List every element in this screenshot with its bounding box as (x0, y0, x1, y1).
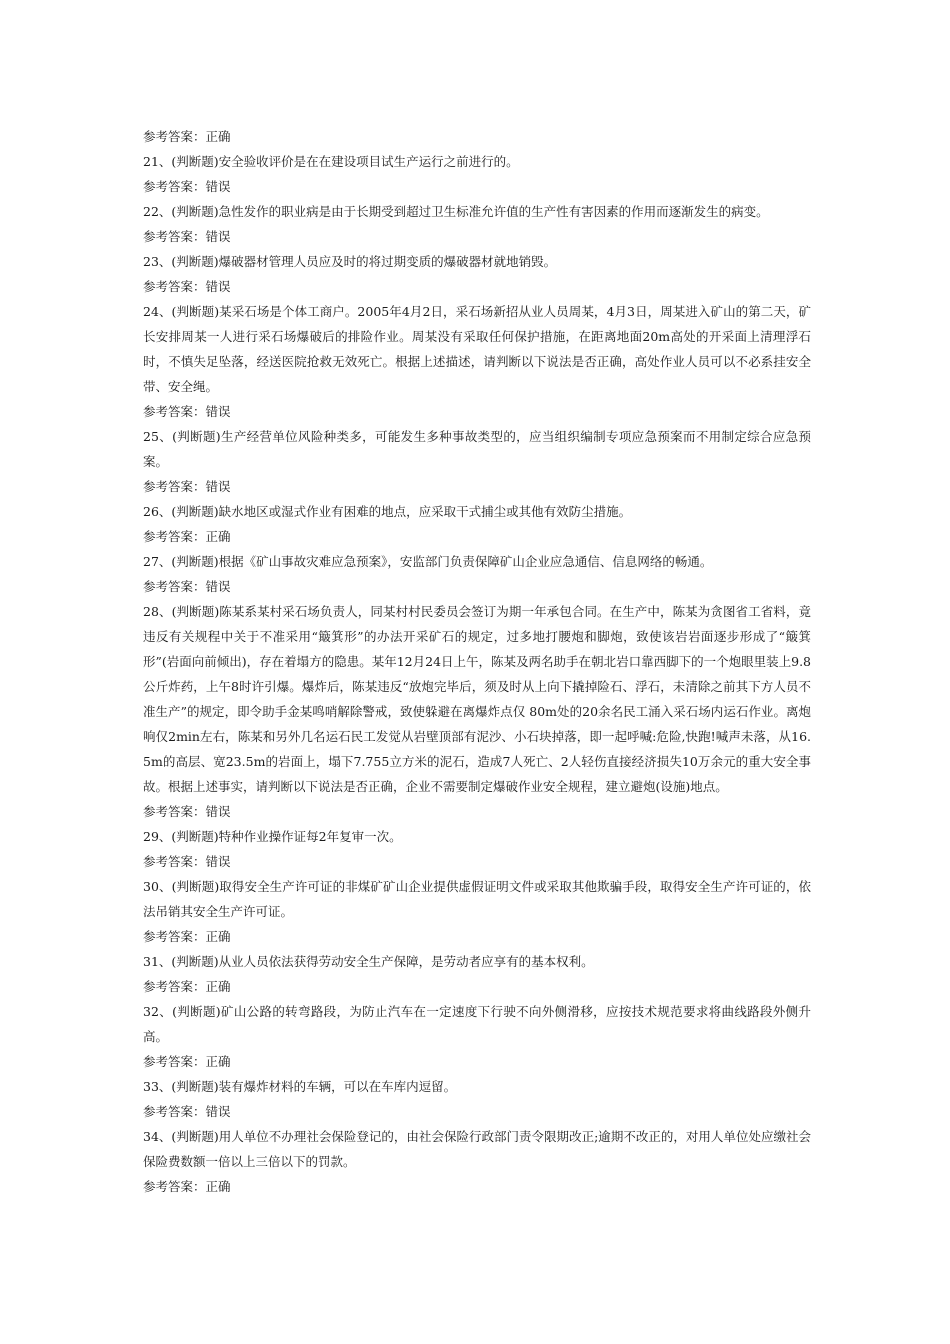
answer-label: 参考答案： (143, 854, 206, 869)
question-text: 21、(判断题)安全验收评价是在在建设项目试生产运行之前进行的。 (143, 154, 519, 169)
answer-label: 参考答案： (143, 979, 206, 994)
answer-value: 错误 (205, 279, 231, 294)
answer-value: 正确 (205, 1054, 231, 1069)
question-text: 34、(判断题)用人单位不办理社会保险登记的，由社会保险行政部门责令限期改正;逾期不改正的，对用人单位处应缴社会保险费数额一倍以上三倍以下的罚款。 (143, 1129, 811, 1169)
answer-label: 参考答案： (143, 279, 206, 294)
answer-value: 错误 (205, 1104, 231, 1119)
answer-line (143, 849, 811, 874)
answer-line (143, 924, 811, 949)
answer-value: 错误 (205, 179, 231, 194)
answer-label: 参考答案： (143, 479, 206, 494)
question-text: 26、(判断题)缺水地区或湿式作业有困难的地点，应采取干式捕尘或其他有效防尘措施。 (143, 504, 632, 519)
question-text: 27、(判断题)根据《矿山事故灾难应急预案》，安监部门负责保障矿山企业应急通信、信息网络的畅通。 (143, 554, 713, 569)
question-text: 28、(判断题)陈某系某村采石场负责人，同某村村民委员会签订为期一年承包合同。在生产中，陈某为贪图省工省料，竟违反有关规程中关于不准采用“簸箕形”的办法开采矿石的规定，过多地打腰炮和脚炮，致使该岩岩面逐步形成了“簸箕形”(岩面向前倾出)，存在着塌方的隐患。某年12月24日上午，陈某及两名助手在朝北岩口靠西脚下的一个炮眼里装上9.8公斤炸药，上午8时许引爆。爆炸后，陈某违反“放炮完毕后，须及时从上向下撬掉险石、浮石，未清除之前其下方人员不准生产”的规定，即令助手金某鸣哨解除警戒，致使躲避在离爆炸点仅 80m处的20余名民工涌入采石场内运石作业。离炮响仅2min左右，陈某和另外几名运石民工发觉从岩壁顶部有泥沙、小石块掉落，即一起呼喊:危险,快跑!喊声未落，从16.5m的高层、宽23.5m的岩面上，塌下7.755立方米的泥石，造成7人死亡、2人轻伤直接经济损失10万余元的重大安全事故。根据上述事实，请判断以下说法是否正确，企业不需要制定爆破作业安全规程，建立避炮(设施)地点。 (143, 604, 811, 794)
question-text: 24、(判断题)某采石场是个体工商户。2005年4月2日，采石场新招从业人员周某，4月3日，周某进入矿山的第二天，矿长安排周某一人进行采石场爆破后的排险作业。周某没有采取任何保护措施，在距离地面20m高处的开采面上清理浮石时，不慎失足坠落，经送医院抢救无效死亡。根据上述描述，请判断以下说法是否正确，高处作业人员可以不必系挂安全带、安全绳。 (143, 304, 811, 394)
answer-value: 正确 (205, 529, 231, 544)
answer-line (143, 474, 811, 499)
question-text: 33、(判断题)装有爆炸材料的车辆，可以在车库内逗留。 (143, 1079, 457, 1094)
answer-line (143, 974, 811, 999)
answer-line (143, 1049, 811, 1074)
question-text: 23、(判断题)爆破器材管理人员应及时的将过期变质的爆破器材就地销毁。 (143, 254, 557, 269)
question-text: 31、(判断题)从业人员依法获得劳动安全生产保障，是劳动者应享有的基本权利。 (143, 954, 594, 969)
answer-value: 正确 (205, 979, 231, 994)
answer-value: 错误 (205, 479, 231, 494)
question-text: 30、(判断题)取得安全生产许可证的非煤矿矿山企业提供虚假证明文件或采取其他欺骗手段，取得安全生产许可证的，依法吊销其安全生产许可证。 (143, 879, 811, 919)
answer-line (143, 1099, 811, 1124)
question-text: 29、(判断题)特种作业操作证每2年复审一次。 (143, 829, 402, 844)
answer-line (143, 524, 811, 549)
answer-line (143, 799, 811, 824)
answer-value: 错误 (205, 804, 231, 819)
answer-line (143, 174, 811, 199)
question-text: 32、(判断题)矿山公路的转弯路段，为防止汽车在一定速度下行驶不向外侧滑移，应按技术规范要求将曲线路段外侧升高。 (143, 1004, 811, 1044)
question-text: 22、(判断题)急性发作的职业病是由于长期受到超过卫生标准允许值的生产性有害因素的作用而逐渐发生的病变。 (143, 204, 769, 219)
answer-label: 参考答案： (143, 1179, 206, 1194)
answer-label: 参考答案： (143, 579, 206, 594)
answer-label: 参考答案： (143, 229, 206, 244)
answer-label: 参考答案： (143, 179, 206, 194)
answer-line (143, 274, 811, 299)
answer-value: 错误 (205, 229, 231, 244)
answer-line (143, 574, 811, 599)
answer-label: 参考答案： (143, 1104, 206, 1119)
answer-value: 错误 (205, 404, 231, 419)
document-body (143, 124, 811, 1199)
answer-label: 参考答案： (143, 929, 206, 944)
question-list (143, 149, 811, 1199)
answer-line (143, 224, 811, 249)
answer-value: 正确 (205, 129, 231, 144)
answer-line (143, 399, 811, 424)
question-text: 25、(判断题)生产经营单位风险种类多，可能发生多种事故类型的，应当组织编制专项应急预案而不用制定综合应急预案。 (143, 429, 811, 469)
answer-value: 错误 (205, 579, 231, 594)
answer-value: 正确 (205, 929, 231, 944)
answer-value: 错误 (205, 854, 231, 869)
answer-label: 参考答案： (143, 404, 206, 419)
answer-label: 参考答案： (143, 804, 206, 819)
answer-line (143, 1174, 811, 1199)
answer-label: 参考答案： (143, 1054, 206, 1069)
answer-value: 正确 (205, 1179, 231, 1194)
answer-line (143, 124, 811, 149)
answer-label: 参考答案： (143, 129, 206, 144)
answer-label: 参考答案： (143, 529, 206, 544)
